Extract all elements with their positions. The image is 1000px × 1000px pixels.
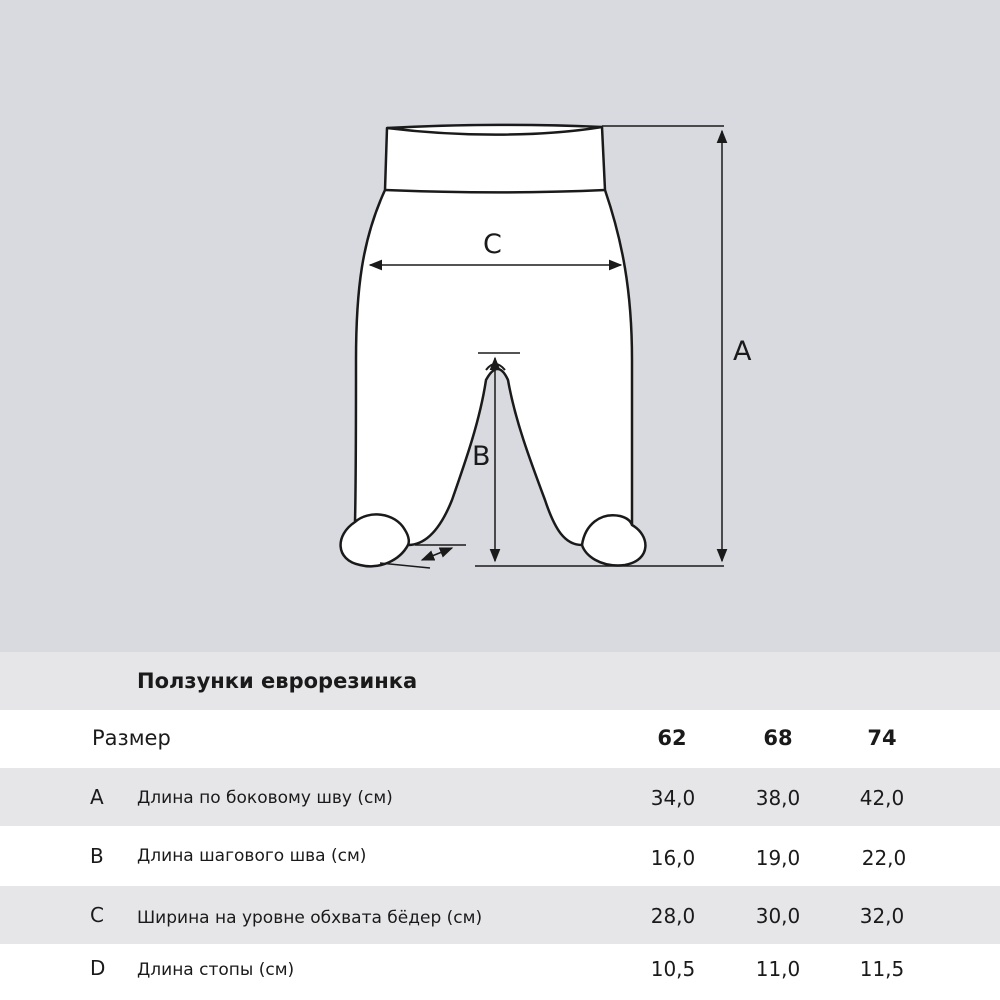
row-value-74: 32,0 [859, 904, 905, 928]
row-value-68: 38,0 [755, 786, 801, 810]
row-value-62: 16,0 [650, 846, 696, 870]
pants-outline [341, 125, 646, 566]
row-description: Длина по боковому шву (см) [137, 788, 393, 808]
row-letter: C [90, 903, 104, 927]
row-value-74: 22,0 [861, 846, 907, 870]
row-value-62: 34,0 [650, 786, 696, 810]
row-value-68: 11,0 [755, 957, 801, 981]
dimension-a-label: A [733, 336, 752, 367]
row-value-68: 30,0 [755, 904, 801, 928]
table-row [0, 768, 1000, 826]
row-value-62: 28,0 [650, 904, 696, 928]
dimension-b-label: B [472, 441, 491, 472]
row-value-68: 19,0 [755, 846, 801, 870]
row-description: Ширина на уровне обхвата бёдер (см) [137, 908, 483, 928]
table-row [0, 886, 1000, 944]
size-62-header: 62 [657, 726, 687, 750]
size-table [0, 652, 1000, 1000]
size-header-label: Размер [92, 726, 171, 750]
row-value-74: 11,5 [859, 957, 905, 981]
table-row [0, 826, 1000, 886]
row-letter: A [90, 785, 104, 809]
row-value-74: 42,0 [859, 786, 905, 810]
size-74-header: 74 [867, 726, 897, 750]
row-value-62: 10,5 [650, 957, 696, 981]
row-description: Длина шагового шва (см) [137, 846, 367, 866]
size-68-header: 68 [763, 726, 793, 750]
table-title: Ползунки еврорезинка [137, 669, 418, 693]
row-letter: B [90, 844, 104, 868]
row-description: Длина стопы (см) [137, 960, 295, 980]
table-title-row [0, 652, 1000, 710]
table-header-row [0, 710, 1000, 768]
table-row [0, 944, 1000, 1000]
row-letter: D [90, 956, 106, 980]
dimension-c-label: C [483, 229, 502, 260]
